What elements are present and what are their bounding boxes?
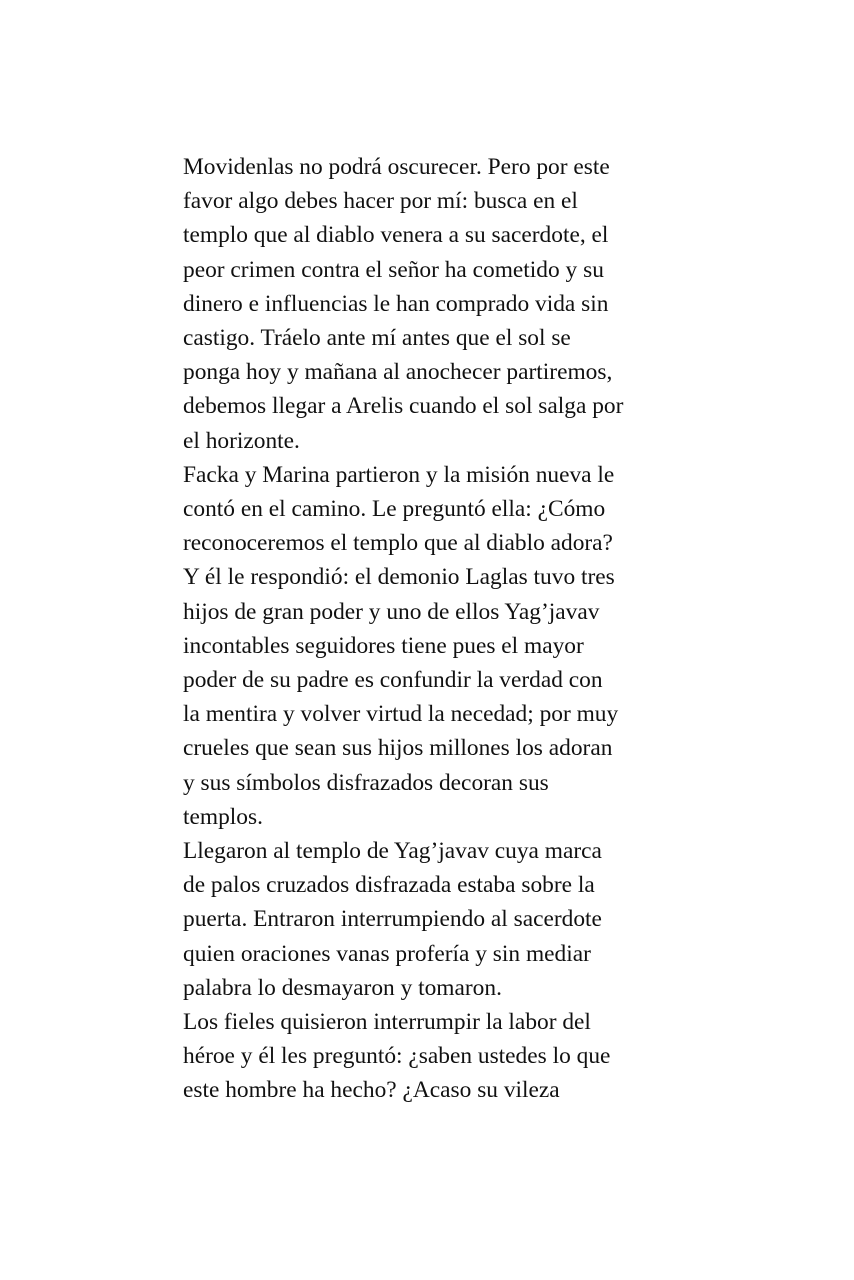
text-line: de palos cruzados disfrazada estaba sobre la [183, 872, 595, 899]
text-line: Facka y Marina partieron y la misión nueva le [183, 461, 615, 488]
text-line: incontables seguidores tiene pues el mayor [183, 632, 584, 659]
text-line: Y él le respondió: el demonio Laglas tuvo tres [183, 564, 615, 591]
text-line: Los fieles quisieron interrumpir la labor del [183, 1009, 591, 1036]
text-line: contó en el camino. Le preguntó ella: ¿Cómo [183, 496, 606, 523]
text-line: Movidenlas no podrá oscurecer. Pero por este [183, 154, 610, 180]
text-line: quien oraciones vanas profería y sin mediar [183, 940, 591, 967]
text-line: reconoceremos el templo que al diablo adora? [183, 530, 613, 557]
text-line: debemos llegar a Arelis cuando el sol salga por [183, 393, 624, 420]
text-line: puerta. Entraron interrumpiendo al sacerdote [183, 906, 602, 933]
text-line: favor algo debes hacer por mí: busca en el [183, 188, 578, 215]
text-line: templos. [183, 803, 263, 830]
text-line: héroe y él les preguntó: ¿saben ustedes lo que [183, 1043, 611, 1070]
body-text [183, 150, 683, 1108]
text-line: hijos de gran poder y uno de ellos Yag’javav [183, 598, 600, 625]
text-line: el horizonte. [183, 427, 300, 454]
text-line: ponga hoy y mañana al anochecer partiremos, [183, 359, 613, 386]
text-line: templo que al diablo venera a su sacerdote, el [183, 222, 609, 249]
text-line: este hombre ha hecho? ¿Acaso su vileza [183, 1077, 560, 1104]
text-line: Llegaron al templo de Yag’javav cuya marca [183, 838, 602, 865]
text-line: poder de su padre es confundir la verdad con [183, 667, 603, 694]
text-line: palabra lo desmayaron y tomaron. [183, 974, 502, 1001]
text-line: peor crimen contra el señor ha cometido y su [183, 256, 604, 283]
text-line: dinero e influencias le han comprado vida sin [183, 290, 609, 317]
text-line: la mentira y volver virtud la necedad; por muy [183, 701, 619, 728]
text-line: crueles que sean sus hijos millones los adoran [183, 735, 613, 762]
text-line: castigo. Tráelo ante mí antes que el sol se [183, 325, 571, 352]
text-line: y sus símbolos disfrazados decoran sus [183, 769, 549, 796]
